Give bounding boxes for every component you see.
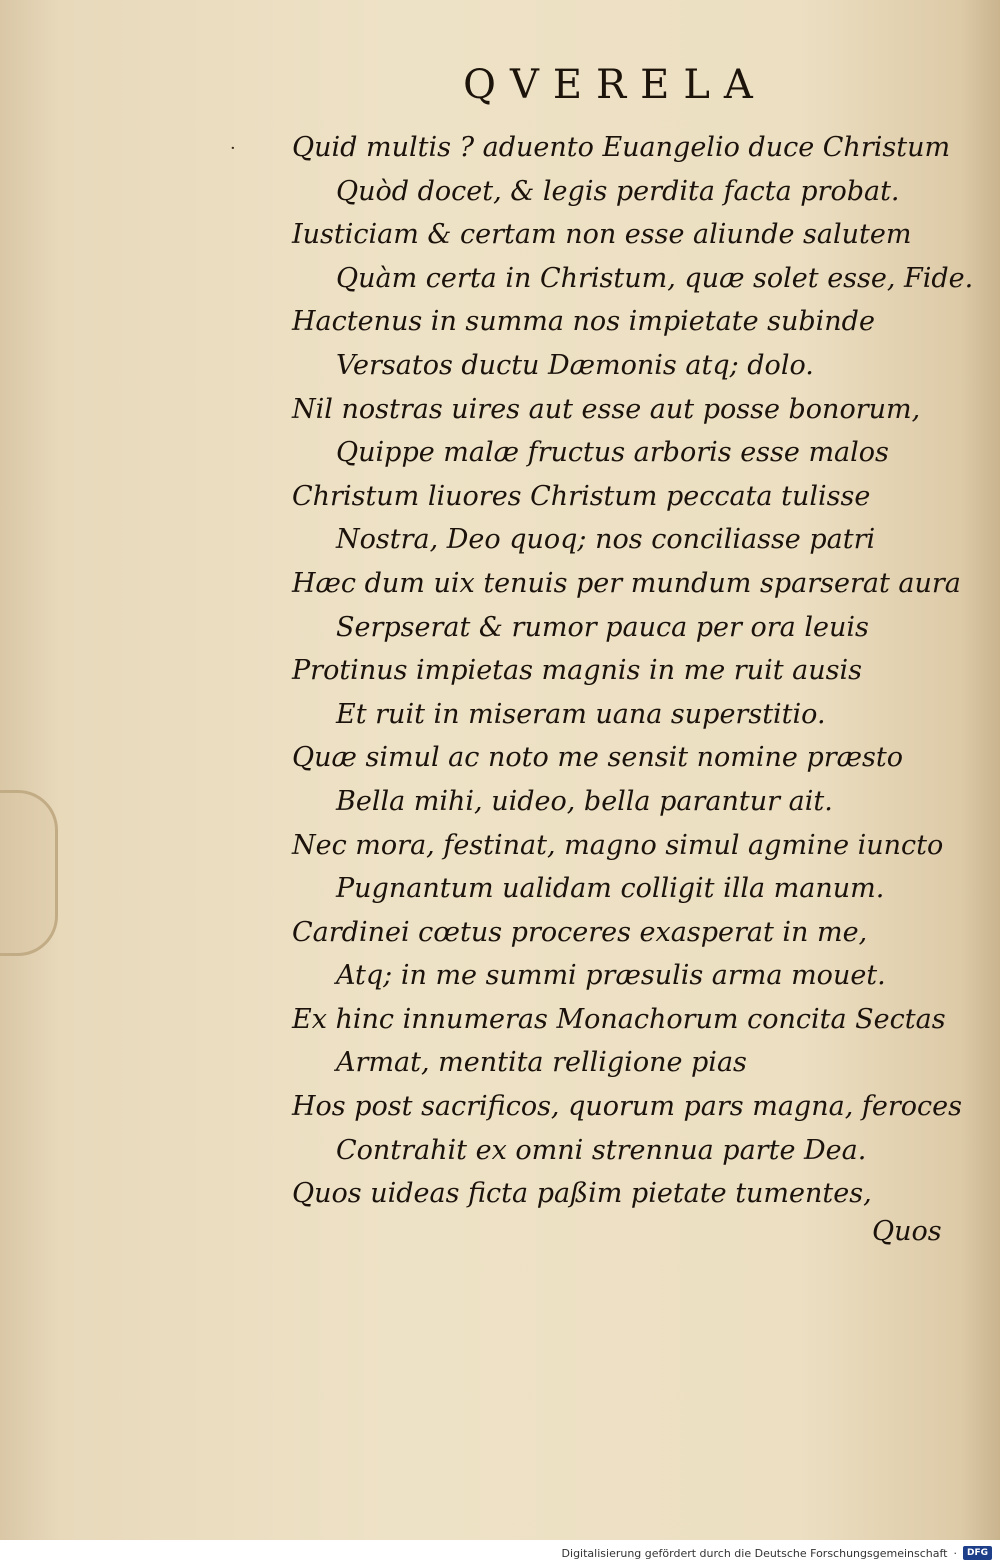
poem-line: Protinus impietas magnis in me ruit ausis	[292, 655, 862, 687]
footer-credit: Digitalisierung gefördert durch die Deutsche Forschungsgemeinschaft	[561, 1546, 948, 1560]
poem-line: Quæ simul ac noto me sensit nomine præsto	[292, 742, 903, 774]
poem-line: Quos uideas ficta paßim pietate tumentes,	[292, 1178, 872, 1210]
poem-line: Nostra, Deo quoq; nos conciliasse patri	[336, 524, 876, 556]
catchword: Quos	[872, 1216, 942, 1247]
poem-line: Et ruit in miseram uana superstitio.	[336, 698, 826, 730]
poem-line: Nil nostras uires aut esse aut posse bonorum,	[292, 393, 921, 425]
poem-line: Iusticiam & certam non esse aliunde salutem	[292, 219, 912, 251]
poem-line: Versatos ductu Dæmonis atq; dolo.	[336, 349, 814, 381]
poem-line: Cardinei cœtus proceres exasperat in me,	[292, 916, 868, 948]
poem-text	[292, 126, 982, 1216]
poem-line: Nec mora, festinat, magno simul agmine iuncto	[292, 829, 944, 861]
poem-line: Quòd docet, & legis perdita facta probat.	[336, 175, 900, 207]
poem-line: Armat, mentita relligione pias	[336, 1047, 747, 1079]
digitization-footer: Digitalisierung gefördert durch die Deutsche Forschungsgemeinschaft · DFG	[0, 1540, 1000, 1566]
poem-line: Atq; in me summi præsulis arma mouet.	[336, 960, 886, 992]
poem-line: Contrahit ex omni strennua parte Dea.	[336, 1134, 867, 1166]
poem-line: Quippe malæ fructus arboris esse malos	[336, 437, 889, 469]
poem-line: Hactenus in summa nos impietate subinde	[292, 306, 875, 338]
poem-line: Bella mihi, uideo, bella parantur ait.	[336, 785, 833, 817]
poem-line: Hos post sacrificos, quorum pars magna, feroces	[292, 1091, 962, 1123]
poem-line: Ex hinc innumeras Monachorum concita Sectas	[292, 1003, 946, 1035]
poem-line: Pugnantum ualidam colligit illa manum.	[336, 873, 885, 905]
dfg-logo-icon: DFG	[963, 1546, 992, 1560]
margin-mark: ·	[230, 138, 236, 159]
poem-line: Quàm certa in Christum, quæ solet esse, Fide.	[336, 262, 974, 294]
page-header: QVERELA	[463, 62, 767, 108]
poem-line: Quid multis ? aduento Euangelio duce Christum	[292, 132, 951, 163]
poem-line: Hæc dum uix tenuis per mundum sparserat aura	[292, 567, 961, 599]
page-tab-mark	[0, 790, 58, 956]
poem-line: Serpserat & rumor pauca per ora leuis	[336, 611, 869, 643]
poem-line: Christum liuores Christum peccata tulisse	[292, 480, 871, 512]
